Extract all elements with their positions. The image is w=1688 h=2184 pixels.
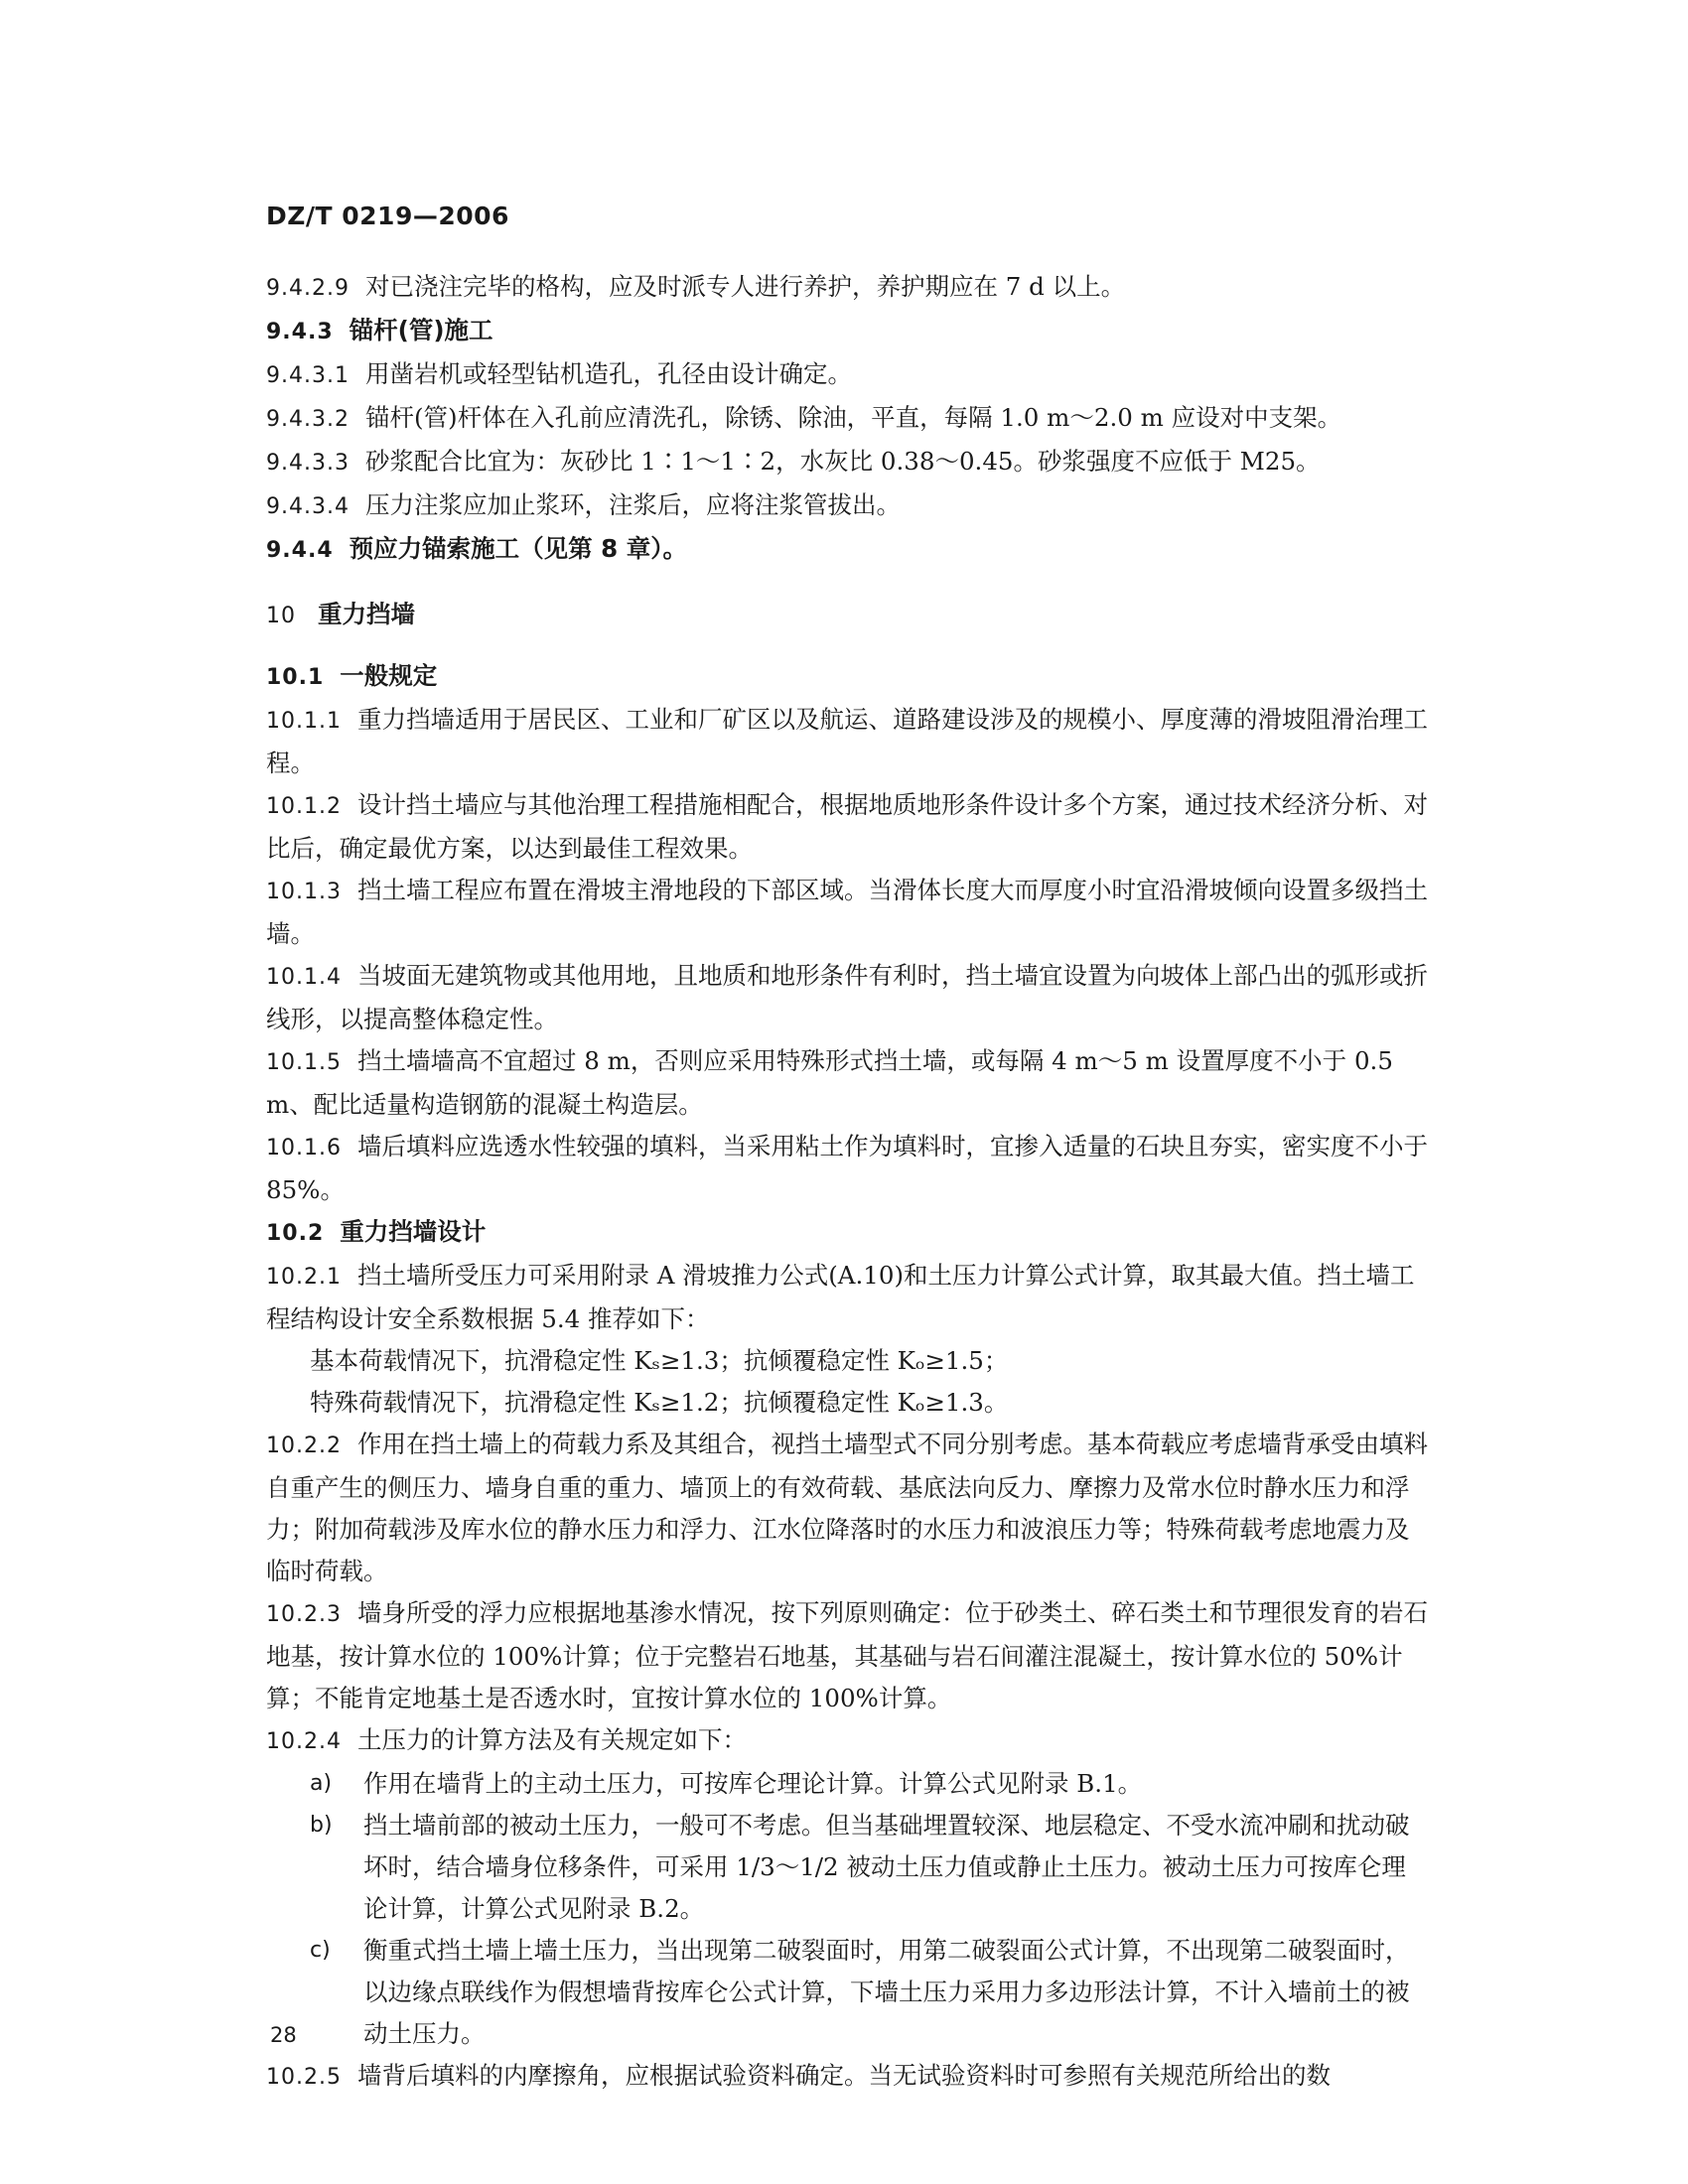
safety-factor-basic: 基本荷载情况下，抗滑稳定性 Kₛ≥1.3；抗倾覆稳定性 Kₒ≥1.5； <box>310 1346 1009 1375</box>
section-title: 锚杆(管)施工 <box>349 316 493 344</box>
clause-text: 对已浇注完毕的格构，应及时派专人进行养护，养护期应在 7 d 以上。 <box>364 272 1126 301</box>
clause-10-2-1 <box>266 1255 1428 1340</box>
list-text: 作用在墙背上的主动土压力，可按库仑理论计算。计算公式见附录 B.1。 <box>363 1769 1143 1798</box>
clause-text: 墙后填料应选透水性较强的填料，当采用粘土作为填料时，宜掺入适量的石块且夯实，密实度不小于 85%。 <box>266 1132 1428 1204</box>
clause-9-4-2-9 <box>266 266 1428 310</box>
clause-number: 9.4.3.4 <box>266 494 350 519</box>
section-number: 10.1 <box>266 665 325 690</box>
list-text: 挡土墙前部的被动土压力，一般可不考虑。但当基础埋置较深、地层稳定、不受水流冲刷和扰动破坏时，结合墙身位移条件，可采用 1/3～1/2 被动土压力值或静止土压力。被动土压力可按库仑理论计算，计算公式见附录 B.2。 <box>363 1811 1410 1923</box>
clause-number: 10.2.4 <box>266 1729 342 1754</box>
clause-10-2-4 <box>266 1719 1428 1763</box>
clause-number: 9.4.2.9 <box>266 276 350 301</box>
clause-10-1-4 <box>266 955 1428 1040</box>
clause-10-1-3 <box>266 870 1428 955</box>
section-title: 预应力锚索施工（见第 8 章）。 <box>349 534 687 563</box>
clause-10-1-6 <box>266 1126 1428 1211</box>
clause-text: 重力挡墙适用于居民区、工业和厂矿区以及航运、道路建设涉及的规模小、厚度薄的滑坡阻滑治理工程。 <box>266 705 1428 777</box>
clause-9-4-3-1 <box>266 353 1428 397</box>
page-number: 28 <box>270 2023 297 2047</box>
clause-text: 当坡面无建筑物或其他用地，且地质和地形条件有利时，挡土墙宜设置为向坡体上部凸出的弧形或折线形，以提高整体稳定性。 <box>266 961 1428 1033</box>
clause-9-4-3-4 <box>266 484 1428 528</box>
clause-text: 设计挡土墙应与其他治理工程措施相配合，根据地质地形条件设计多个方案，通过技术经济分析、对比后，确定最优方案，以达到最佳工程效果。 <box>266 790 1428 863</box>
clause-text: 压力注浆应加止浆环，注浆后，应将注浆管拔出。 <box>364 490 901 519</box>
chapter-title: 重力挡墙 <box>318 600 415 628</box>
section-title: 重力挡墙设计 <box>340 1217 487 1246</box>
clause-text: 挡土墙所受压力可采用附录 A 滑坡推力公式(A.10)和土压力计算公式计算，取其最大值。挡土墙工程结构设计安全系数根据 5.4 推荐如下： <box>266 1261 1415 1333</box>
clause-10-1-2 <box>266 784 1428 870</box>
list-item-a <box>266 1763 1428 1805</box>
clause-text: 挡土墙墙高不宜超过 8 m，否则应采用特殊形式挡土墙，或每隔 4 m～5 m 设置厚度不小于 0.5 m、配比适量构造钢筋的混凝土构造层。 <box>266 1046 1393 1119</box>
clause-10-2-3 <box>266 1592 1428 1719</box>
document-code: DZ/T 0219—2006 <box>266 202 509 230</box>
clause-number: 10.1.6 <box>266 1136 342 1160</box>
clause-number: 9.4.3.3 <box>266 451 350 476</box>
clause-number: 10.2.3 <box>266 1602 342 1627</box>
clause-text: 用凿岩机或轻型钻机造孔，孔径由设计确定。 <box>364 359 852 388</box>
clause-text: 锚杆(管)杆体在入孔前应清洗孔，除锈、除油，平直，每隔 1.0 m～2.0 m 应设对中支架。 <box>364 403 1342 432</box>
list-label: b) <box>310 1813 333 1838</box>
clause-number: 10.1.1 <box>266 709 342 734</box>
clause-number: 10.1.5 <box>266 1050 342 1075</box>
clause-9-4-3-2 <box>266 397 1428 441</box>
chapter-10-heading <box>266 594 1428 637</box>
section-9-4-3 <box>266 310 1428 353</box>
section-number: 10.2 <box>266 1221 325 1246</box>
clause-number: 10.2.1 <box>266 1265 342 1290</box>
clause-text: 砂浆配合比宜为：灰砂比 1∶1～1∶2，水灰比 0.38～0.45。砂浆强度不应低于 M25。 <box>364 447 1321 476</box>
clause-10-2-5 <box>266 2055 1428 2099</box>
clause-10-2-2 <box>266 1424 1428 1592</box>
clause-9-4-3-3 <box>266 441 1428 484</box>
section-title: 一般规定 <box>340 661 438 690</box>
section-9-4-4 <box>266 528 1428 572</box>
clause-text: 墙身所受的浮力应根据地基渗水情况，按下列原则确定：位于砂类土、碎石类土和节理很发育的岩石地基，按计算水位的 100%计算；位于完整岩石地基，其基础与岩石间灌注混凝土，按计算水位的 50%计算；不能肯定地基土是否透水时，宜按计算水位的 100%计算。 <box>266 1598 1428 1712</box>
clause-text: 挡土墙工程应布置在滑坡主滑地段的下部区域。当滑体长度大而厚度小时宜沿滑坡倾向设置多级挡土墙。 <box>266 876 1428 948</box>
clause-10-1-1 <box>266 699 1428 784</box>
section-number: 9.4.3 <box>266 320 334 344</box>
section-10-1 <box>266 655 1428 699</box>
clause-number: 9.4.3.2 <box>266 407 350 432</box>
page-body <box>266 266 1428 2099</box>
list-text: 衡重式挡土墙上墙土压力，当出现第二破裂面时，用第二破裂面公式计算，不出现第二破裂面时，以边缘点联线作为假想墙背按库仑公式计算，下墙土压力采用力多边形法计算，不计入墙前土的被动土压力。 <box>363 1936 1410 2048</box>
chapter-number: 10 <box>266 604 296 628</box>
list-item-b <box>266 1805 1428 1930</box>
clause-number: 10.1.4 <box>266 965 342 990</box>
clause-text: 土压力的计算方法及有关规定如下： <box>356 1725 747 1754</box>
list-item-c <box>266 1930 1428 2055</box>
section-number: 9.4.4 <box>266 538 334 563</box>
clause-number: 10.2.2 <box>266 1433 342 1458</box>
section-10-2 <box>266 1211 1428 1255</box>
list-label: c) <box>310 1938 331 1963</box>
clause-number: 10.1.2 <box>266 794 342 819</box>
clause-text: 墙背后填料的内摩擦角，应根据试验资料确定。当无试验资料时可参照有关规范所给出的数 <box>356 2061 1331 2090</box>
clause-number: 10.1.3 <box>266 880 342 904</box>
clause-text: 作用在挡土墙上的荷载力系及其组合，视挡土墙型式不同分别考虑。基本荷载应考虑墙背承受由填料自重产生的侧压力、墙身自重的重力、墙顶上的有效荷载、基底法向反力、摩擦力及常水位时静水压力和浮力；附加荷载涉及库水位的静水压力和浮力、江水位降落时的水压力和波浪压力等；特殊荷载考虑地震力及临时荷载。 <box>266 1430 1428 1585</box>
clause-10-1-5 <box>266 1040 1428 1126</box>
safety-factor-special: 特殊荷载情况下，抗滑稳定性 Kₛ≥1.2；抗倾覆稳定性 Kₒ≥1.3。 <box>310 1388 1009 1417</box>
list-label: a) <box>310 1771 333 1796</box>
clause-number: 9.4.3.1 <box>266 363 350 388</box>
clause-number: 10.2.5 <box>266 2065 342 2090</box>
